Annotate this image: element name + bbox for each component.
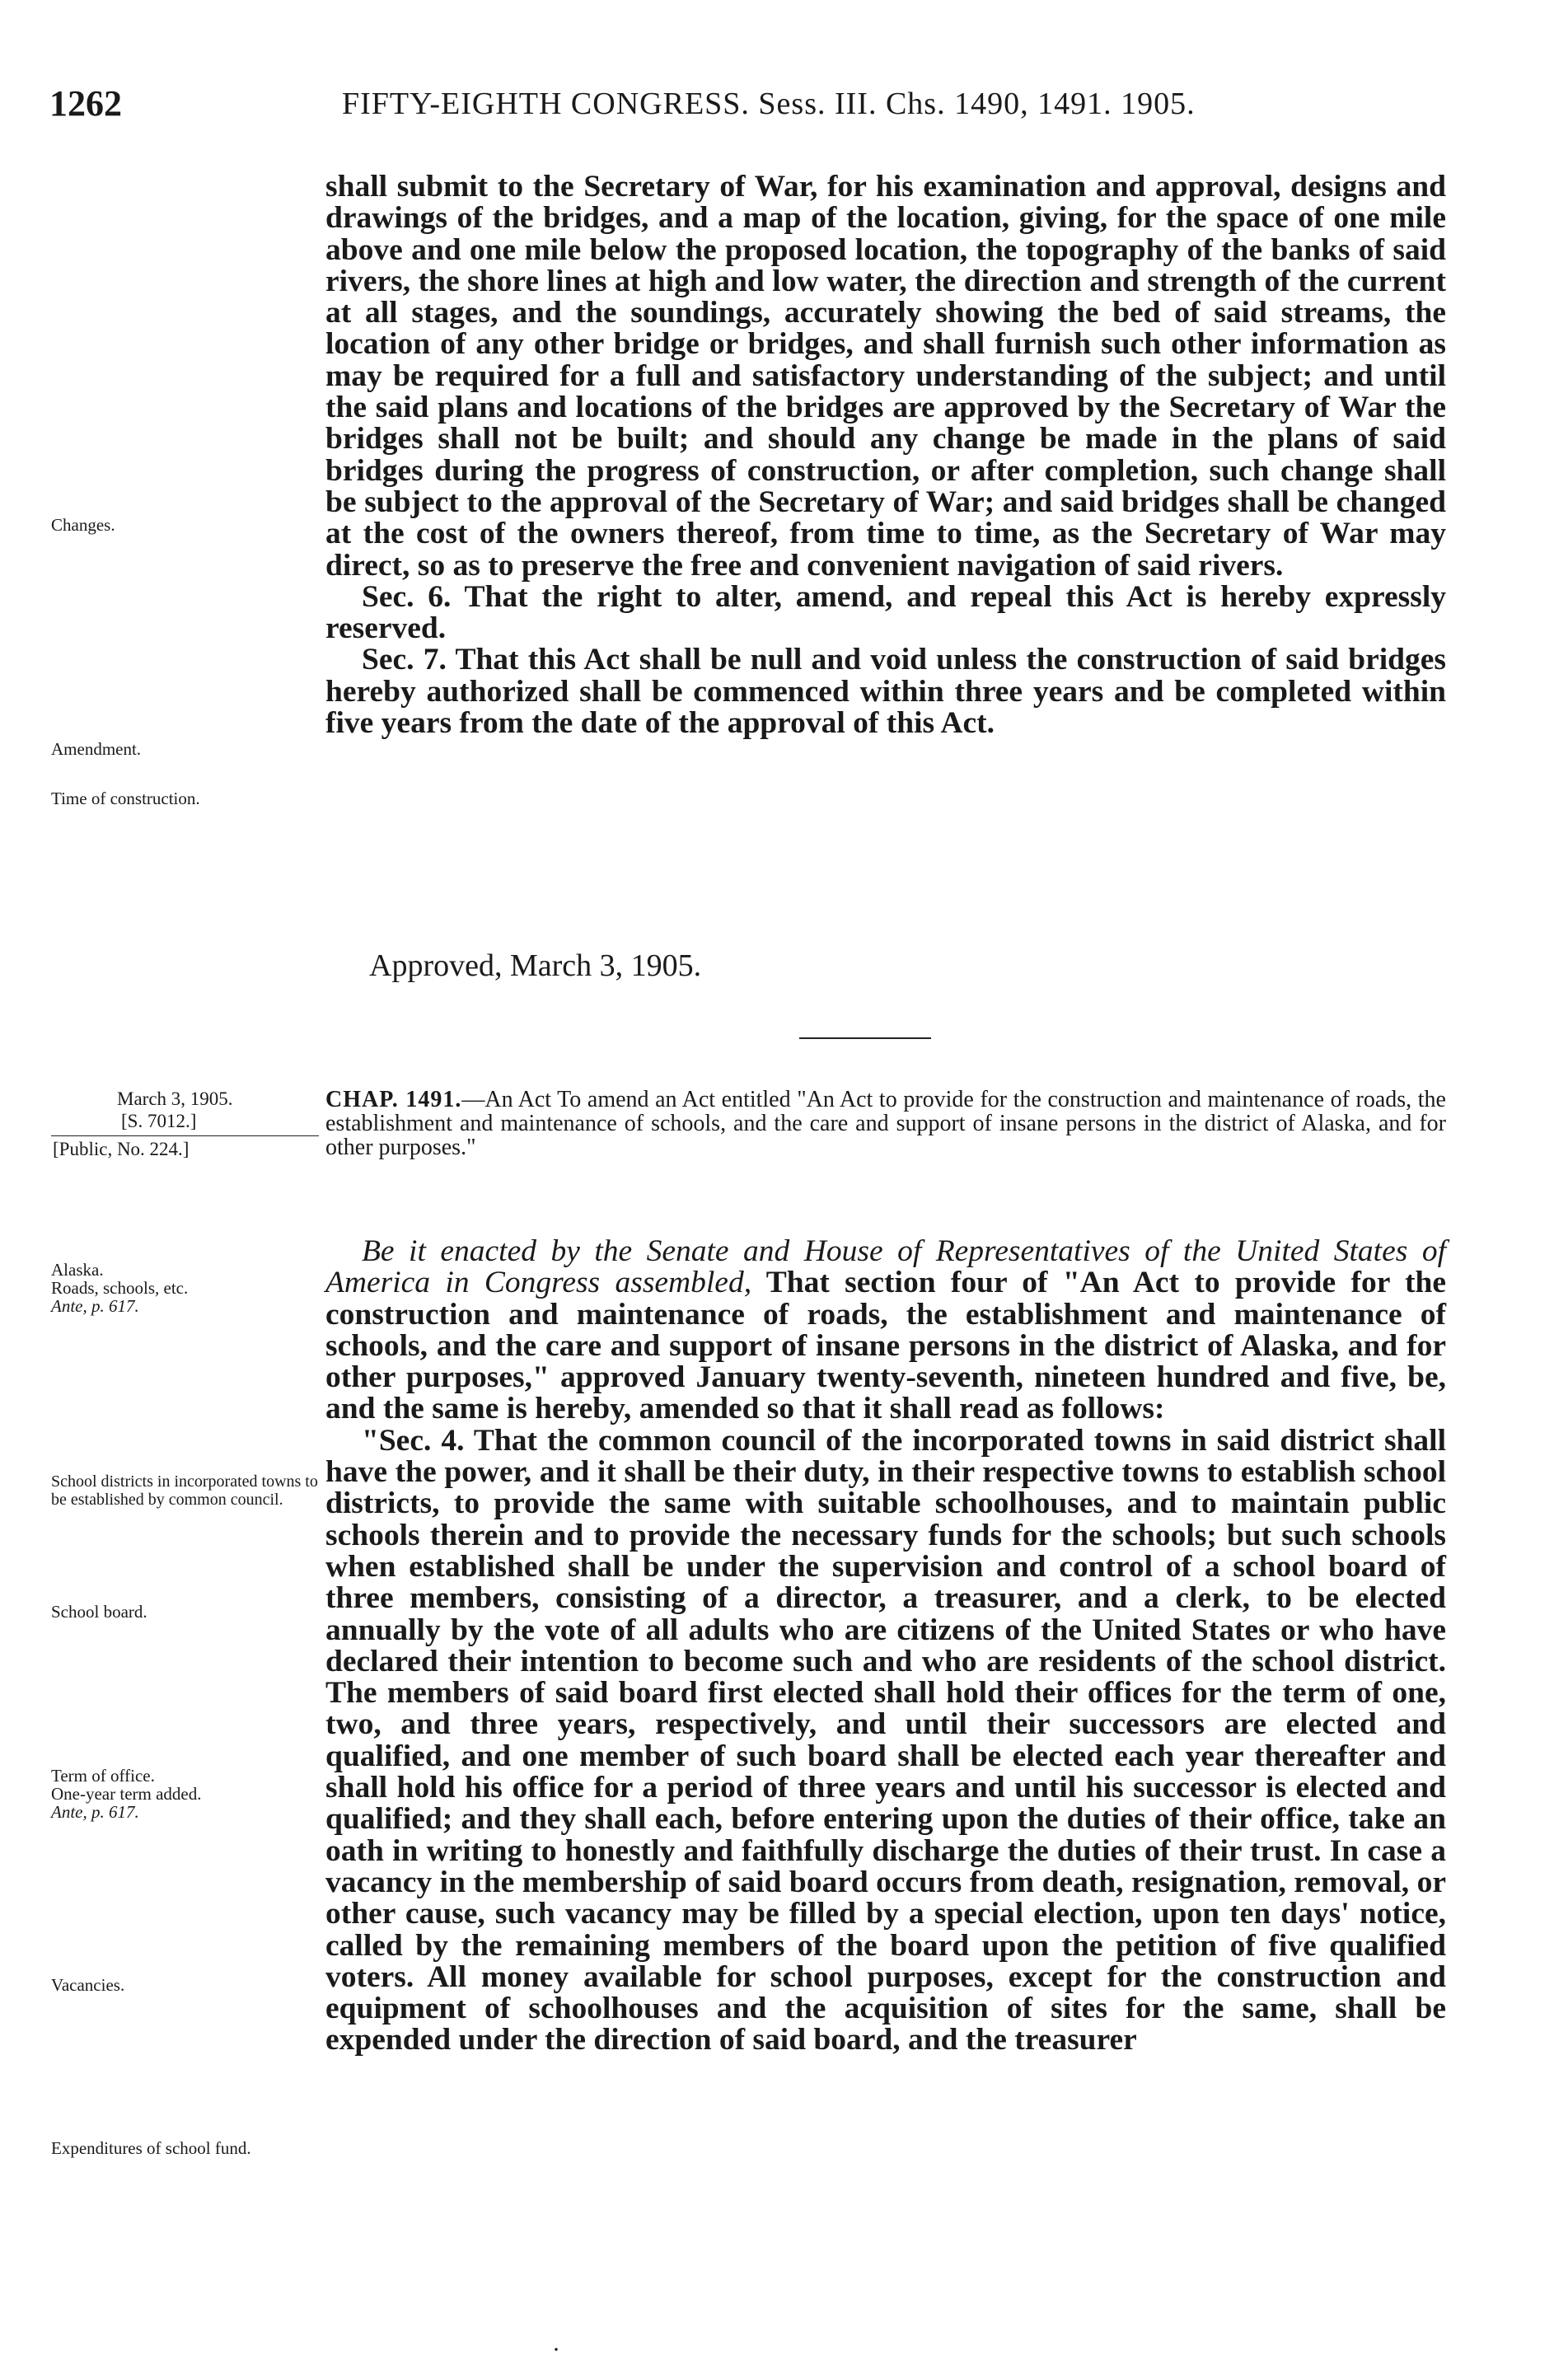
chapter-label: CHAP. 1491.: [325, 1087, 462, 1112]
margin-ante-ref-2: Ante, p. 617.: [51, 1802, 139, 1822]
chapter-1490-text: [325, 171, 1446, 739]
chapter-1491-text: [325, 1236, 1446, 2057]
margin-note-changes: Changes.: [51, 515, 115, 535]
section-6: Sec. 6. That the right to alter, amend, and repeal this Act is hereby expressly reserved.: [325, 579, 1446, 646]
running-head: FIFTY-EIGHTH CONGRESS. Sess. III. Chs. 1490, 1491. 1905.: [342, 87, 1196, 121]
approval-line: Approved, March 3, 1905.: [369, 948, 702, 983]
margin-note-expenditures: Expenditures of school fund.: [51, 2138, 251, 2158]
section-7: Sec. 7. That this Act shall be null and void unless the construction of said bridges hereby authorized shall be commenced within three years and be completed within five years from the date of the approval of this Act.: [325, 643, 1446, 741]
margin-note-school-districts: School districts in incorporated towns to be established by common council.: [51, 1472, 318, 1509]
bill-number: [S. 7012.]: [51, 1110, 319, 1136]
margin-alaska: Alaska.: [51, 1260, 104, 1280]
margin-note-school-board: School board.: [51, 1602, 147, 1622]
bridge-plans-paragraph: shall submit to the Secretary of War, for his examination and approval, designs and drawings of the bridges, and a map of the location, giving, for the space of one mile above and one mile below the proposed location, the topography of the banks of said rivers, the shore lines at high and low water, the direction and strength of the current at all stages, and the soundings, accurately showing the bed of said streams, the location of any other bridge or bridges, and shall furnish such other information as may be required for a full and satisfactory understanding of the subject; and until the said plans and locations of the bridges are approved by the Secretary of War the bridges shall not be built; and should any change be made in the plans of said bridges during the progress of construction, or after completion, such change shall be subject to the approval of the Secretary of War; and said bridges shall be changed at the cost of the owners thereof, from time to time, as the Secretary of War may direct, so as to preserve the free and convenient navigation of said rivers.: [325, 170, 1446, 583]
margin-note-amendment: Amendment.: [51, 739, 142, 759]
chapter-title-text: —An Act To amend an Act entitled "An Act to provide for the construction and maintenance of roads, the establishment and maintenance of schools, and the care and support of insane persons in the district of Alaska, and for other purposes.": [325, 1087, 1446, 1160]
margin-ante-ref-1: Ante, p. 617.: [51, 1296, 139, 1316]
enacting-clause: Be it enacted by the Senate and House of Representatives of the United States of America in Congress assembled,: [325, 1234, 1446, 1300]
margin-note-term: [51, 1767, 315, 1821]
public-law-number: [Public, No. 224.]: [53, 1139, 190, 1159]
chapter-date: March 3, 1905.: [117, 1088, 233, 1109]
margin-note-vacancies: Vacancies.: [51, 1975, 125, 1995]
section-4-text: "Sec. 4. That the common council of the incorporated towns in said district shall have the power, and it shall be their duty, in their respective towns to establish school districts, to provide the same with suitable schoolhouses, and to maintain public schools therein and to provide the necessary funds for the schools; but such schools when established shall be under the supervision and control of a school board of three members, consisting of a director, a treasurer, and a clerk, to be elected annually by the vote of all adults who are citizens of the United States or who have declared their intention to become such and who are residents of the school district. The members of said board first elected shall hold their offices for the term of one, two, and three years, respectively, and until their successors are elected and qualified, and one member of such board shall be elected each year thereafter and shall hold his office for a period of three years and until his successor is elected and qualified; and they shall each, before entering upon the duties of their office, take an oath in writing to honestly and faithfully discharge the duties of their trust. In case a vacancy in the membership of said board occurs from death, resignation, removal, or other cause, such vacancy may be filled by a special election, upon ten days' notice, called by the remaining members of the board upon the petition of five qualified voters. All money available for school purposes, except for the construction and equipment of schoolhouses and the acquisition of sites for the same, shall be expended under the direction of said board, and the treasurer: [325, 1423, 1446, 2057]
chapter-metadata: [51, 1088, 323, 1160]
chapter-1491-title: [325, 1088, 1446, 1159]
margin-term-of-office: Term of office.: [51, 1766, 155, 1786]
enacting-paragraph: [325, 1236, 1446, 1425]
margin-one-year-term: One-year term added.: [51, 1784, 202, 1804]
page-header: [49, 82, 1450, 124]
margin-note-alaska: [51, 1261, 323, 1315]
bottom-mark: ·: [552, 2336, 560, 2363]
section-divider: [799, 1037, 931, 1039]
margin-note-time-of-construction: Time of construction.: [51, 789, 200, 808]
amending-text: That section four of "An Act to provide for the construction and maintenance of roads, the establishment and maintenance of schools, and the care and support of insane persons in the district of Alaska, and for other purposes," approved January twenty-seventh, nineteen hundred and five, be, and the same is hereby, amended so that it shall read as follows:: [325, 1266, 1447, 1426]
margin-roads-schools: Roads, schools, etc.: [51, 1278, 189, 1298]
page-number: 1262: [49, 83, 122, 124]
